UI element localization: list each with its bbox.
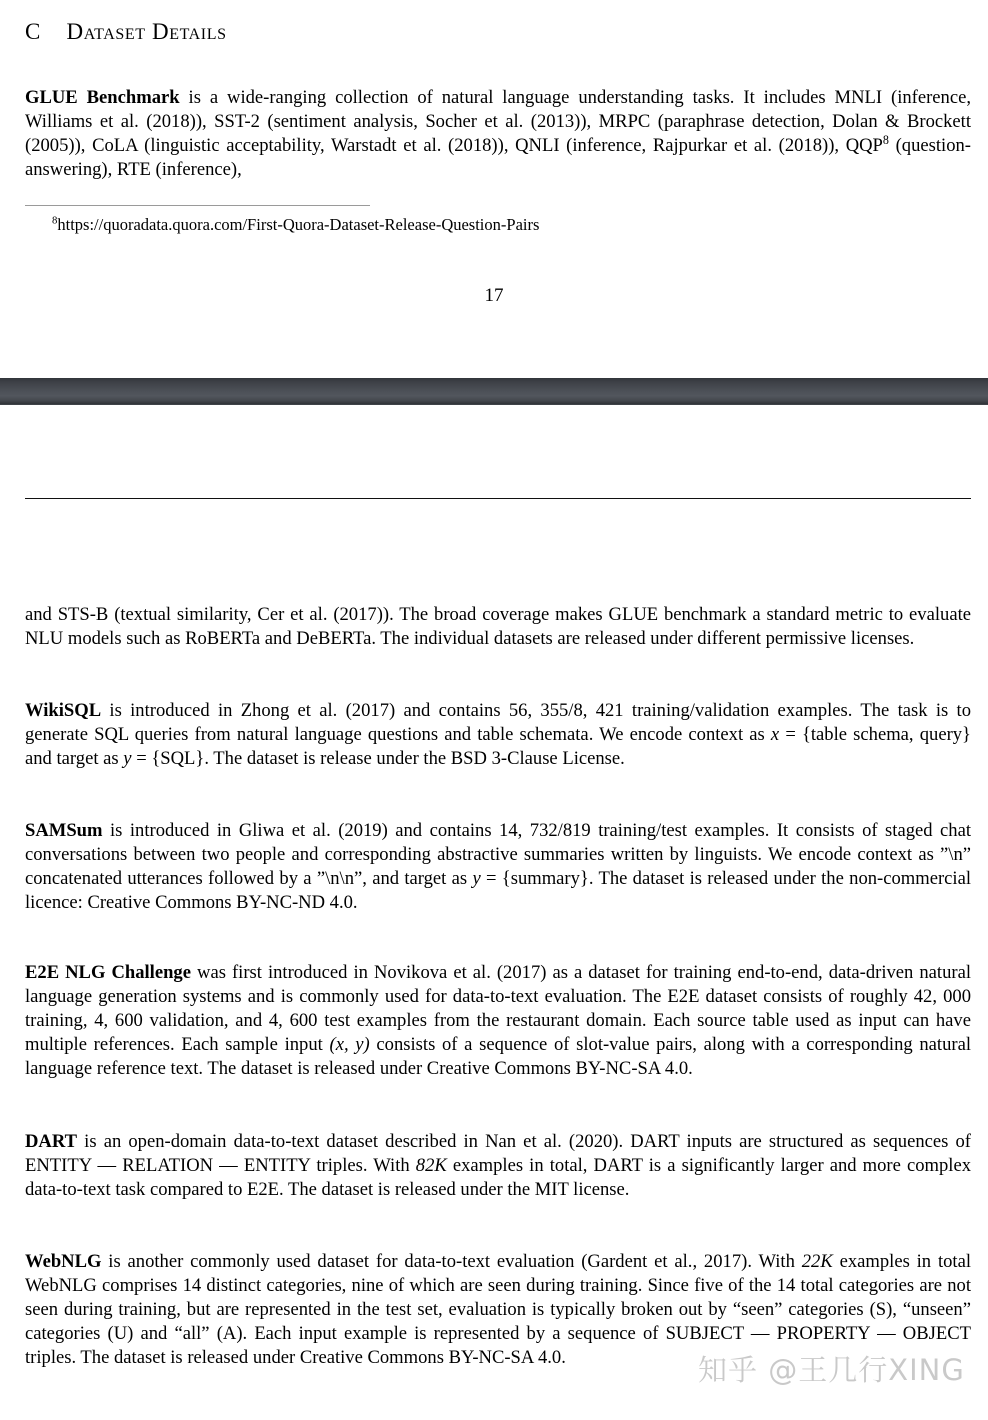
section-heading — [25, 19, 227, 45]
math-set-schema-query: {table schema, query} — [801, 724, 971, 746]
paragraph-e2e-nlg — [25, 961, 971, 1081]
bottom-page-fragment — [0, 405, 988, 1420]
dart-part-2: examples in total, DART is a significantly larger and more complex data-to-text task compared to E2E. The dataset is released under the MIT license. — [25, 1155, 971, 1201]
section-title: Dataset Details — [66, 19, 227, 44]
e2e-part-1: was first introduced in Novikova et al. (2017) as a dataset for training end-to-end, data-driven natural language generation systems and is commonly used for data-to-text evaluation. The E2E dataset consists of roughly 42, 000 training, 4, 600 validation, and 4, 600 test examples from the restaurant domain. Each source table used as input can have multiple references. Each sample input — [25, 962, 972, 1056]
top-page-fragment — [0, 0, 988, 378]
runin-webnlg: WebNLG — [25, 1251, 102, 1272]
scan-separator-band — [0, 378, 988, 405]
paragraph-samsum — [25, 819, 971, 915]
wikisql-part-3: . The dataset is release under the BSD 3-Clause License. — [204, 748, 625, 770]
samsum-part-2: . The dataset is released under the non-commercial licence: Creative Commons BY-NC-ND 4.0. — [25, 868, 971, 914]
samsum-part-1: is introduced in Gliwa et al. (2019) and contains 14, 732/819 training/test examples. It consists of staged chat conversations between two people and corresponding abstractive summaries written by linguists. We encode context as ”\n” concatenated utterances followed by a ”\n\n”, and target as — [25, 820, 971, 890]
paragraph-webnlg — [25, 1250, 971, 1370]
math-equals-2: = — [131, 748, 152, 770]
math-equals-1: = — [779, 724, 802, 746]
runin-dart: DART — [25, 1131, 78, 1152]
math-set-sql: {SQL} — [151, 748, 205, 770]
wikisql-part-2: and target as — [25, 748, 124, 770]
math-equals-samsum: = — [480, 868, 502, 890]
wikisql-part-1: is introduced in Zhong et al. (2017) and contains 56, 355/8, 421 training/validation examples. The task is to generate SQL queries from natural language questions and table schemata. We encode context as — [25, 700, 971, 746]
e2e-part-2: consists of a sequence of slot-value pairs, along with a corresponding natural language reference text. The dataset is released under Creative Commons BY-NC-SA 4.0. — [25, 1034, 971, 1080]
page-number: 17 — [484, 285, 504, 306]
runin-e2e-nlg: E2E NLG Challenge — [25, 962, 191, 983]
page-header-rule — [25, 498, 971, 499]
runin-samsum: SAMSum — [25, 820, 103, 841]
glue-body-second: (question-answering), RTE (inference), — [25, 135, 971, 181]
footnote-marker-inline: 8 — [882, 133, 889, 147]
watermark: 知乎 @王几行XING — [698, 1353, 965, 1387]
section-letter: C — [25, 19, 41, 44]
math-y-samsum: y — [472, 868, 481, 890]
glue-body-first: is a wide-ranging collection of natural language understanding tasks. It includes MNLI (inference, Williams et al. (2018)), SST-2 (sentiment analysis, Socher et al. (2013)), MRPC (paraphrase detection, Dolan & Brockett (2005)), CoLA (linguistic acceptability, Warstadt et al. (2018)), QNLI (inference, Rajpurkar et al. (2018)), QQP — [25, 87, 971, 157]
footnote-number: 8 — [52, 214, 58, 227]
footnote-entry — [52, 215, 952, 235]
paragraph-dart — [25, 1130, 971, 1202]
glue-continued-text: and STS-B (textual similarity, Cer et al. (2017)). The broad coverage makes GLUE benchmark a standard metric to evaluate NLU models such as RoBERTa and DeBERTa. The individual datasets are released under different permissive licenses. — [25, 604, 971, 650]
paragraph-glue-benchmark — [25, 86, 971, 182]
dart-part-1: is an open-domain data-to-text dataset described in Nan et al. (2020). DART inputs are structured as sequences of ENTITY — RELATION — ENTITY triples. With — [25, 1131, 971, 1177]
math-82k: 82K — [415, 1155, 447, 1177]
webnlg-part-1: is another commonly used dataset for data-to-text evaluation (Gardent et al., 2017). With — [101, 1251, 802, 1272]
math-set-summary: {summary} — [501, 868, 589, 890]
webnlg-part-2: examples in total WebNLG comprises 14 distinct categories, nine of which are seen during training. Since five of the 14 total categories are not seen during training, but are represented in the test set, evaluation is typically broken out by “seen” categories (S), “unseen” categories (U) and “all” (A). Each input example is represented by a sequence of SUBJECT — PROPERTY — OBJECT triples. The dataset is released under Creative Commons BY-NC-SA 4.0. — [25, 1251, 971, 1369]
footnote-url: https://quoradata.quora.com/First-Quora-Dataset-Release-Question-Pairs — [57, 215, 540, 234]
math-pair-xy: (x, y) — [329, 1034, 370, 1056]
math-x: x — [770, 724, 780, 746]
runin-wikisql: WikiSQL — [25, 700, 102, 721]
runin-glue-benchmark: GLUE Benchmark — [25, 87, 180, 108]
math-22k: 22K — [801, 1251, 833, 1272]
math-y: y — [123, 748, 132, 770]
footnote-separator-rule — [25, 205, 370, 206]
paragraph-wikisql — [25, 699, 971, 771]
paragraph-glue-continued — [25, 603, 971, 651]
